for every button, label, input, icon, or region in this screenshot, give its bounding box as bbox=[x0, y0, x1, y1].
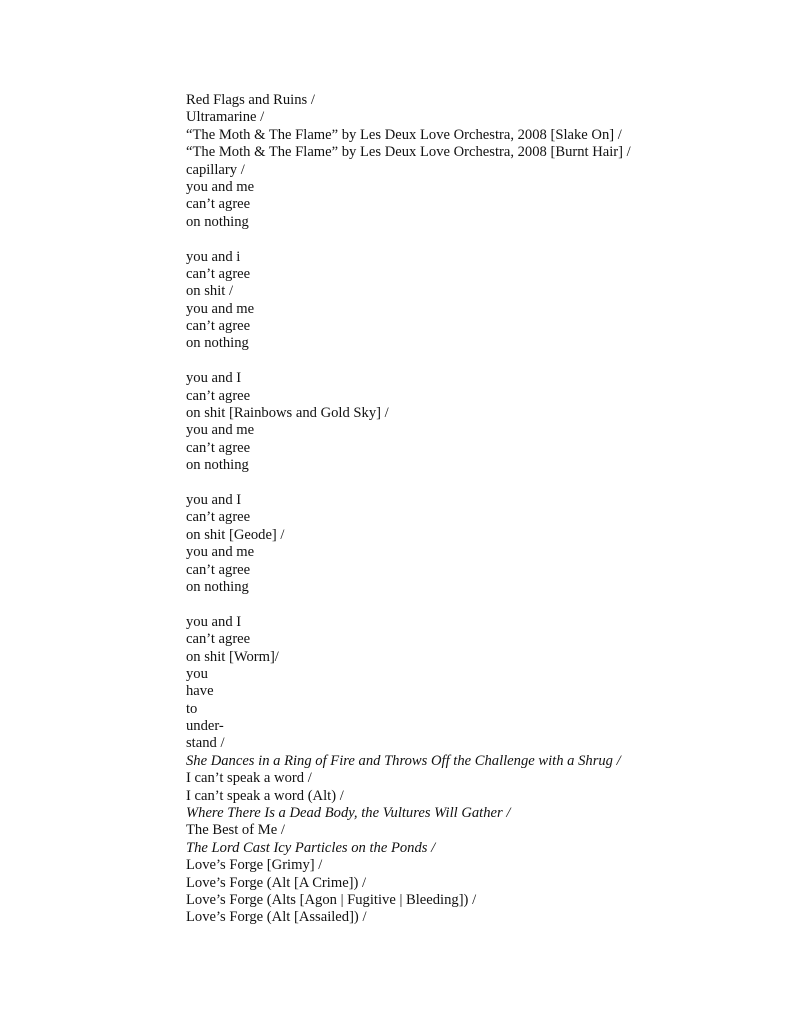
italic-title-line: Where There Is a Dead Body, the Vultures Will Gather / bbox=[186, 805, 511, 822]
text-line: to bbox=[186, 700, 198, 717]
text-line: Red Flags and Ruins / bbox=[186, 92, 315, 108]
text-line: you and me bbox=[186, 178, 255, 195]
text-line: Love’s Forge [Grimy] / bbox=[186, 857, 323, 874]
text-line: Ultramarine / bbox=[186, 109, 265, 126]
text-line: you and I bbox=[186, 491, 242, 508]
text-line: can’t agree bbox=[186, 265, 251, 282]
text-line: on nothing bbox=[186, 335, 249, 352]
text-line: can’t agree bbox=[186, 196, 251, 213]
stanza-break bbox=[186, 475, 766, 492]
text-line: can’t agree bbox=[186, 561, 251, 578]
text-line: capillary / bbox=[186, 161, 245, 178]
text-line: you and me bbox=[186, 300, 255, 317]
text-line: you bbox=[186, 665, 208, 682]
text-line: Love’s Forge (Alt [Assailed]) / bbox=[186, 909, 367, 926]
text-line: you and I bbox=[186, 613, 242, 630]
text-line: on shit [Geode] / bbox=[186, 526, 285, 543]
text-line: under- bbox=[186, 718, 224, 735]
poem-text-block bbox=[186, 92, 766, 927]
text-line: you and i bbox=[186, 248, 241, 265]
text-line: on shit [Worm]/ bbox=[186, 648, 279, 665]
stanza-break bbox=[186, 231, 766, 248]
text-line: can’t agree bbox=[186, 318, 251, 335]
stanza-break bbox=[186, 353, 766, 370]
text-line: The Best of Me / bbox=[186, 822, 285, 839]
text-line: on nothing bbox=[186, 457, 249, 474]
text-line: can’t agree bbox=[186, 509, 251, 526]
text-line: you and me bbox=[186, 422, 255, 439]
text-line: Love’s Forge (Alts [Agon | Fugitive | Bleeding]) / bbox=[186, 891, 477, 908]
text-line: on nothing bbox=[186, 213, 249, 230]
text-line: you and me bbox=[186, 544, 255, 561]
text-line: I can’t speak a word (Alt) / bbox=[186, 787, 344, 804]
text-line: can’t agree bbox=[186, 387, 251, 404]
text-line: can’t agree bbox=[186, 439, 251, 456]
italic-title-line: The Lord Cast Icy Particles on the Ponds / bbox=[186, 839, 436, 856]
text-line: “The Moth & The Flame” by Les Deux Love Orchestra, 2008 [Slake On] / bbox=[186, 126, 622, 143]
text-line: on nothing bbox=[186, 578, 249, 595]
text-line: I can’t speak a word / bbox=[186, 770, 312, 787]
text-line: have bbox=[186, 683, 214, 700]
text-line: you and I bbox=[186, 370, 242, 387]
text-line: can’t agree bbox=[186, 631, 251, 648]
text-line: “The Moth & The Flame” by Les Deux Love Orchestra, 2008 [Burnt Hair] / bbox=[186, 144, 631, 161]
italic-title-line: She Dances in a Ring of Fire and Throws Off the Challenge with a Shrug / bbox=[186, 752, 621, 769]
text-line: on shit / bbox=[186, 283, 234, 300]
stanza-break bbox=[186, 596, 766, 613]
text-line: on shit [Rainbows and Gold Sky] / bbox=[186, 405, 389, 422]
text-line: stand / bbox=[186, 735, 225, 752]
text-line: Love’s Forge (Alt [A Crime]) / bbox=[186, 874, 367, 891]
